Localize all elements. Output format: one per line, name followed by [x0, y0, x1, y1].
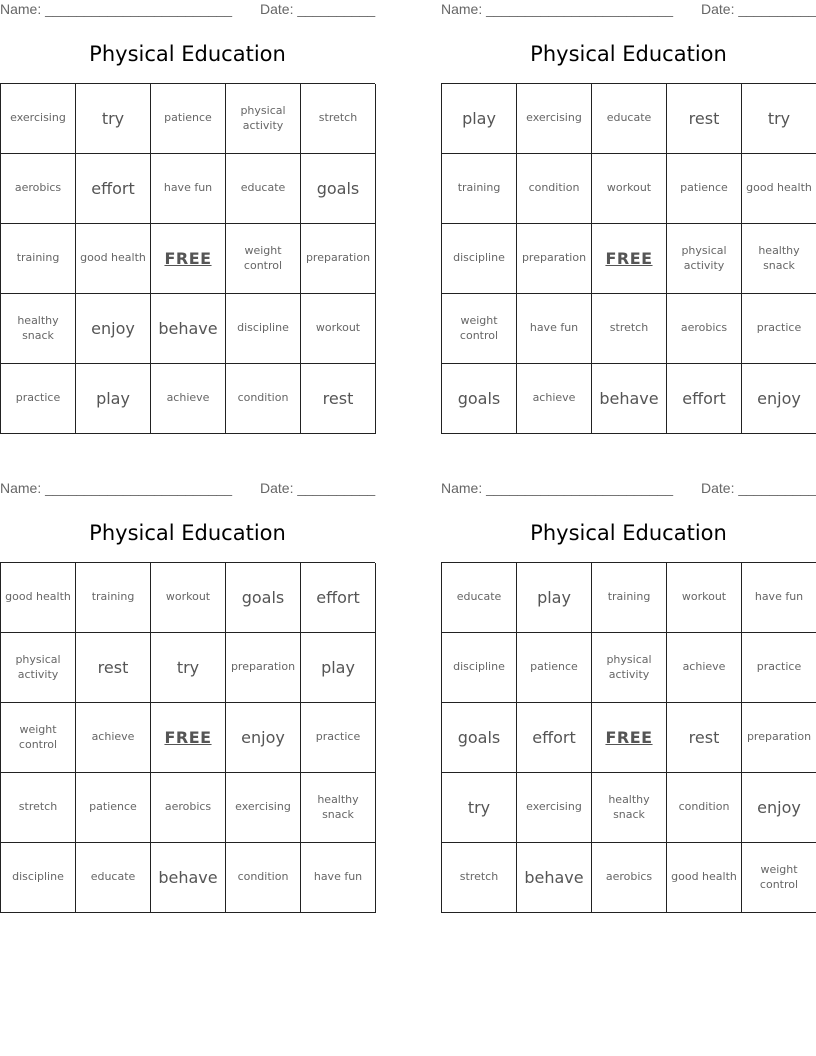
bingo-cell: exercising [517, 773, 592, 843]
date-line: Date: __________ [260, 1, 376, 17]
bingo-cell: condition [226, 843, 301, 913]
bingo-cell: have fun [517, 294, 592, 364]
bingo-cell: enjoy [76, 294, 151, 364]
bingo-cell: effort [667, 364, 742, 434]
bingo-card-2 [441, 0, 816, 435]
bingo-cell: try [151, 633, 226, 703]
bingo-cell: educate [442, 563, 517, 633]
bingo-cell: preparation [226, 633, 301, 703]
bingo-cell: play [442, 84, 517, 154]
bingo-cell: patience [151, 84, 226, 154]
bingo-cell: behave [151, 294, 226, 364]
name-line: Name: ________________________ [441, 480, 673, 496]
bingo-cell: educate [226, 154, 301, 224]
bingo-cell: healthy snack [1, 294, 76, 364]
bingo-cell: enjoy [742, 773, 816, 843]
bingo-cell: educate [592, 84, 667, 154]
bingo-cell: exercising [1, 84, 76, 154]
bingo-cell: good health [1, 563, 76, 633]
bingo-cell: enjoy [226, 703, 301, 773]
bingo-cell: good health [742, 154, 816, 224]
bingo-cell: discipline [442, 224, 517, 294]
date-line: Date: __________ [260, 480, 376, 496]
bingo-cell: training [1, 224, 76, 294]
date-line: Date: __________ [701, 480, 816, 496]
bingo-cell: stretch [301, 84, 376, 154]
bingo-cell: patience [76, 773, 151, 843]
bingo-cell: training [76, 563, 151, 633]
bingo-cell: aerobics [667, 294, 742, 364]
bingo-cell: weight control [442, 294, 517, 364]
date-line: Date: __________ [701, 1, 816, 17]
bingo-cell: practice [1, 364, 76, 434]
bingo-grid [0, 562, 375, 913]
bingo-cell: play [301, 633, 376, 703]
bingo-cell: achieve [151, 364, 226, 434]
bingo-cell: workout [592, 154, 667, 224]
bingo-cell: weight control [226, 224, 301, 294]
bingo-card-3 [0, 479, 375, 914]
bingo-cell: discipline [1, 843, 76, 913]
bingo-grid [441, 83, 816, 434]
bingo-cell: achieve [76, 703, 151, 773]
bingo-cell: preparation [517, 224, 592, 294]
bingo-cell: aerobics [1, 154, 76, 224]
bingo-cell: condition [667, 773, 742, 843]
bingo-cell: physical activity [1, 633, 76, 703]
bingo-cell: stretch [442, 843, 517, 913]
bingo-cell: condition [226, 364, 301, 434]
bingo-card-1 [0, 0, 375, 435]
bingo-cell: stretch [1, 773, 76, 843]
bingo-cell: workout [301, 294, 376, 364]
card-title: Physical Education [530, 521, 727, 545]
bingo-cell: physical activity [592, 633, 667, 703]
bingo-cell: rest [667, 703, 742, 773]
bingo-cell: effort [301, 563, 376, 633]
bingo-cell: physical activity [667, 224, 742, 294]
bingo-cell: try [76, 84, 151, 154]
bingo-cell: achieve [517, 364, 592, 434]
card-title: Physical Education [530, 42, 727, 66]
bingo-cell: have fun [301, 843, 376, 913]
bingo-cell: aerobics [592, 843, 667, 913]
bingo-cell: educate [76, 843, 151, 913]
bingo-cell: discipline [226, 294, 301, 364]
name-line: Name: ________________________ [0, 480, 232, 496]
free-space-cell: FREE [151, 703, 226, 773]
bingo-cell: preparation [742, 703, 816, 773]
bingo-cell: condition [517, 154, 592, 224]
bingo-cell: patience [667, 154, 742, 224]
free-space-cell: FREE [592, 703, 667, 773]
bingo-cell: try [742, 84, 816, 154]
bingo-cell: physical activity [226, 84, 301, 154]
name-line: Name: ________________________ [441, 1, 673, 17]
bingo-cell: practice [742, 294, 816, 364]
free-space-cell: FREE [592, 224, 667, 294]
bingo-cell: goals [442, 703, 517, 773]
bingo-cell: achieve [667, 633, 742, 703]
free-space-cell: FREE [151, 224, 226, 294]
bingo-grid [0, 83, 375, 434]
bingo-cell: practice [742, 633, 816, 703]
card-title: Physical Education [89, 42, 286, 66]
bingo-cell: healthy snack [742, 224, 816, 294]
bingo-cell: effort [76, 154, 151, 224]
bingo-cell: rest [76, 633, 151, 703]
bingo-cell: weight control [742, 843, 816, 913]
bingo-cell: exercising [226, 773, 301, 843]
bingo-cell: play [517, 563, 592, 633]
bingo-cell: healthy snack [301, 773, 376, 843]
bingo-cell: discipline [442, 633, 517, 703]
bingo-cell: goals [226, 563, 301, 633]
bingo-cell: preparation [301, 224, 376, 294]
bingo-cell: training [442, 154, 517, 224]
bingo-cell: goals [301, 154, 376, 224]
bingo-cell: patience [517, 633, 592, 703]
bingo-cell: behave [151, 843, 226, 913]
bingo-cell: have fun [742, 563, 816, 633]
bingo-cell: good health [76, 224, 151, 294]
bingo-cell: enjoy [742, 364, 816, 434]
bingo-cell: workout [151, 563, 226, 633]
bingo-card-4 [441, 479, 816, 914]
bingo-cell: try [442, 773, 517, 843]
bingo-cell: effort [517, 703, 592, 773]
name-line: Name: ________________________ [0, 1, 232, 17]
bingo-cell: behave [592, 364, 667, 434]
bingo-cell: rest [301, 364, 376, 434]
bingo-cell: practice [301, 703, 376, 773]
bingo-cell: aerobics [151, 773, 226, 843]
bingo-cell: stretch [592, 294, 667, 364]
bingo-cell: behave [517, 843, 592, 913]
bingo-cell: goals [442, 364, 517, 434]
bingo-cell: good health [667, 843, 742, 913]
bingo-cell: exercising [517, 84, 592, 154]
bingo-cell: rest [667, 84, 742, 154]
bingo-cell: play [76, 364, 151, 434]
bingo-cell: workout [667, 563, 742, 633]
bingo-cell: healthy snack [592, 773, 667, 843]
bingo-grid [441, 562, 816, 913]
card-title: Physical Education [89, 521, 286, 545]
bingo-cell: training [592, 563, 667, 633]
bingo-cell: have fun [151, 154, 226, 224]
bingo-cell: weight control [1, 703, 76, 773]
